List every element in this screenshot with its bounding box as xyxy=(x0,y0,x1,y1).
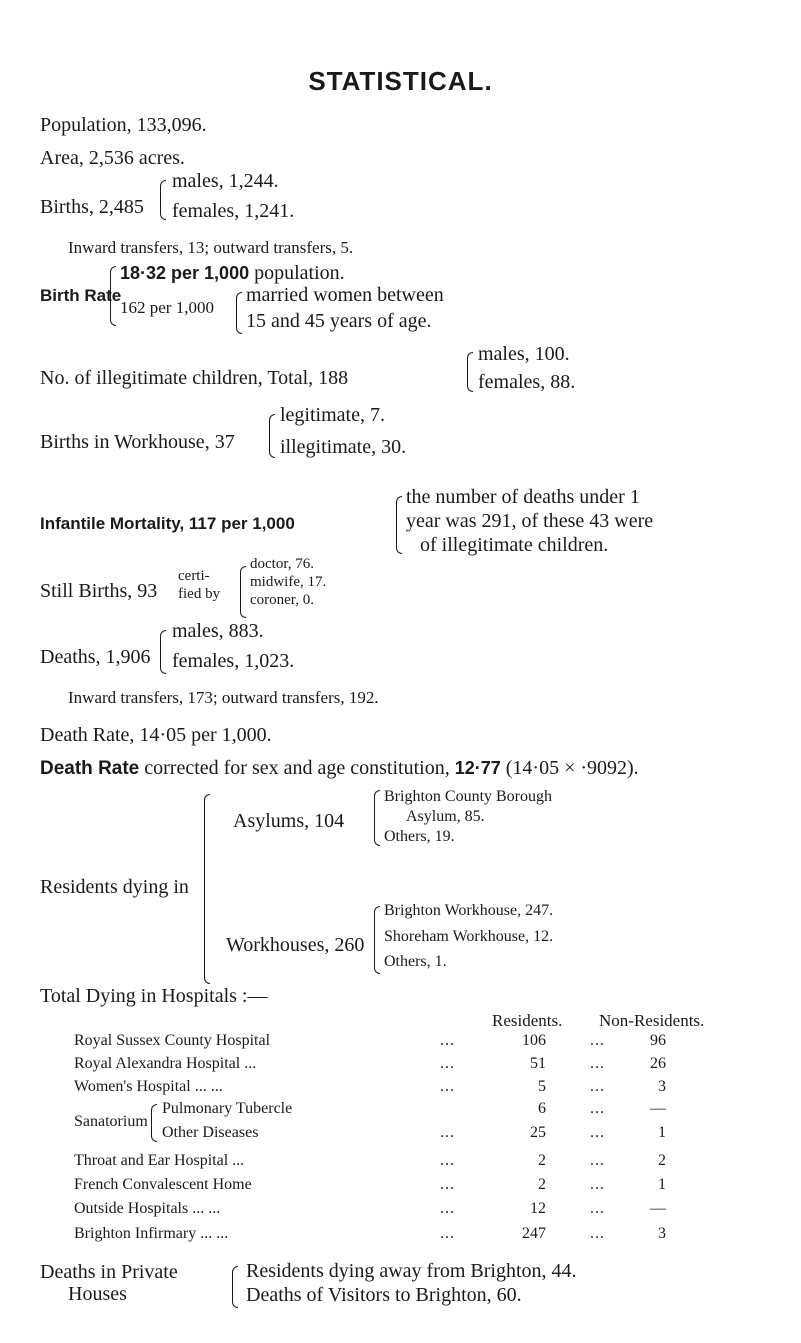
hospital-name: Throat and Ear Hospital ... xyxy=(74,1152,245,1169)
row-dots: ... xyxy=(590,1152,605,1169)
hospitals-heading: Total Dying in Hospitals :— xyxy=(40,985,268,1007)
row-dots: ... xyxy=(590,1200,605,1217)
birth-rate-population: population. xyxy=(254,262,345,284)
nonresidents-count: 1 xyxy=(658,1176,666,1193)
birth-rate-married-a: married women between xyxy=(246,284,444,306)
births-transfers: Inward transfers, 13; outward transfers, 5. xyxy=(68,238,354,257)
nonresidents-count: 3 xyxy=(658,1078,666,1095)
illegitimate-brace xyxy=(467,352,473,392)
still-births-label: Still Births, 93 xyxy=(40,580,158,602)
death-rate-corrected-label: Death Rate xyxy=(40,758,140,779)
residents-count: 6 xyxy=(538,1100,546,1117)
infantile-label: Infantile Mortality, 117 per 1,000 xyxy=(40,514,295,533)
deaths-females: females, 1,023. xyxy=(172,650,295,672)
asylum-item-1: Brighton County Borough xyxy=(384,788,553,805)
col-residents-header: Residents. xyxy=(492,1011,563,1030)
death-rate-corrected-value: 12·77 xyxy=(454,758,501,778)
workhouse-births-brace xyxy=(269,414,275,458)
residents-count: 247 xyxy=(522,1225,546,1242)
row-dots: ... xyxy=(590,1176,605,1193)
workhouse-births-legitimate: legitimate, 7. xyxy=(280,404,385,426)
workhouses-brace xyxy=(374,906,380,974)
row-dots: ... xyxy=(440,1200,455,1217)
hospital-name: French Convalescent Home xyxy=(74,1176,252,1193)
residents-count: 106 xyxy=(522,1032,546,1049)
residents-label: Residents dying in xyxy=(40,876,189,898)
infantile-brace xyxy=(396,496,402,554)
sanatorium-brace xyxy=(151,1104,157,1142)
row-dots: ... xyxy=(590,1225,605,1242)
deaths-label: Deaths, 1,906 xyxy=(40,646,151,668)
row-dots: ... xyxy=(590,1078,605,1095)
birth-rate-married-b: 15 and 45 years of age. xyxy=(246,310,432,332)
infantile-line1: the number of deaths under 1 xyxy=(406,486,640,508)
row-dots: ... xyxy=(440,1176,455,1193)
residents-count: 2 xyxy=(538,1176,546,1193)
residents-count: 5 xyxy=(538,1078,546,1095)
still-births-coroner: coroner, 0. xyxy=(250,592,314,608)
private-label-b: Houses xyxy=(68,1283,127,1305)
row-dots: ... xyxy=(440,1124,455,1141)
hospital-name: Brighton Infirmary ... ... xyxy=(74,1225,229,1242)
illegitimate-label: No. of illegitimate children, Total, 188 xyxy=(40,367,349,389)
col-nonresidents-header: Non-Residents. xyxy=(599,1011,705,1030)
still-births-certified-a: certi- xyxy=(178,568,210,584)
deaths-transfers: Inward transfers, 173; outward transfers, 192. xyxy=(68,688,379,707)
birth-rate-married-brace xyxy=(236,292,242,334)
row-dots: ... xyxy=(440,1225,455,1242)
still-births-certified-b: fied by xyxy=(178,586,221,602)
nonresidents-count: 1 xyxy=(658,1124,666,1141)
residents-count: 12 xyxy=(530,1200,546,1217)
deaths-brace xyxy=(160,630,166,674)
residents-asylums: Asylums, 104 xyxy=(233,810,345,832)
still-births-midwife: midwife, 17. xyxy=(250,574,327,590)
infantile-line2: year was 291, of these 43 were xyxy=(406,510,654,532)
residents-count: 2 xyxy=(538,1152,546,1169)
private-brace xyxy=(232,1266,238,1308)
deaths-males: males, 883. xyxy=(172,620,264,642)
row-dots: ... xyxy=(590,1100,605,1117)
workhouse-births-label: Births in Workhouse, 37 xyxy=(40,431,235,453)
asylum-item-2: Asylum, 85. xyxy=(406,808,485,825)
workhouse-item-3: Others, 1. xyxy=(384,953,447,970)
death-rate-corrected-text: corrected for sex and age constitution, xyxy=(144,757,450,779)
private-line2: Deaths of Visitors to Brighton, 60. xyxy=(246,1284,522,1306)
illegitimate-males: males, 100. xyxy=(478,343,570,365)
row-dots: ... xyxy=(440,1152,455,1169)
still-births-doctor: doctor, 76. xyxy=(250,556,314,572)
row-dots: ... xyxy=(590,1055,605,1072)
births-label: Births, 2,485 xyxy=(40,196,144,218)
hospital-name: Pulmonary Tubercle xyxy=(162,1100,293,1117)
population-line: Population, 133,096. xyxy=(40,114,207,136)
birth-rate-brace xyxy=(110,266,116,326)
area-line: Area, 2,536 acres. xyxy=(40,147,185,169)
private-label-a: Deaths in Private xyxy=(40,1261,178,1283)
row-dots: ... xyxy=(590,1032,605,1049)
row-dots: ... xyxy=(590,1124,605,1141)
death-rate-line: Death Rate, 14·05 per 1,000. xyxy=(40,724,272,746)
nonresidents-count: 96 xyxy=(650,1032,666,1049)
birth-rate-label: Birth Rate xyxy=(40,286,122,305)
hospital-name: Outside Hospitals ... ... xyxy=(74,1200,221,1217)
residents-brace xyxy=(204,794,210,984)
nonresidents-count: — xyxy=(650,1200,666,1217)
nonresidents-count: — xyxy=(650,1100,666,1117)
births-brace xyxy=(160,180,166,220)
asylum-item-3: Others, 19. xyxy=(384,828,455,845)
births-females: females, 1,241. xyxy=(172,200,295,222)
nonresidents-count: 26 xyxy=(650,1055,666,1072)
infantile-line3: of illegitimate children. xyxy=(420,534,609,556)
nonresidents-count: 2 xyxy=(658,1152,666,1169)
birth-rate-married-prefix: 162 per 1,000 xyxy=(120,298,214,317)
residents-count: 25 xyxy=(530,1124,546,1141)
private-line1: Residents dying away from Brighton, 44. xyxy=(246,1260,577,1282)
row-dots: ... xyxy=(440,1055,455,1072)
asylums-brace xyxy=(374,790,380,846)
row-dots: ... xyxy=(440,1078,455,1095)
residents-count: 51 xyxy=(530,1055,546,1072)
hospital-name: Royal Sussex County Hospital xyxy=(74,1032,271,1049)
births-males: males, 1,244. xyxy=(172,170,279,192)
sanatorium-label: Sanatorium xyxy=(74,1113,148,1130)
workhouse-item-2: Shoreham Workhouse, 12. xyxy=(384,928,554,945)
residents-workhouses: Workhouses, 260 xyxy=(226,934,365,956)
workhouse-item-1: Brighton Workhouse, 247. xyxy=(384,902,554,919)
hospital-name: Royal Alexandra Hospital ... xyxy=(74,1055,257,1072)
death-rate-corrected-calc: (14·05 × ·9092). xyxy=(505,757,639,779)
birth-rate-value: 18·32 per 1,000 xyxy=(120,263,250,283)
illegitimate-females: females, 88. xyxy=(478,371,576,393)
hospital-name: Other Diseases xyxy=(162,1124,259,1141)
page-title: STATISTICAL. xyxy=(308,66,493,96)
hospital-name: Women's Hospital ... ... xyxy=(74,1078,223,1095)
row-dots: ... xyxy=(440,1032,455,1049)
workhouse-births-illegitimate: illegitimate, 30. xyxy=(280,436,407,458)
nonresidents-count: 3 xyxy=(658,1225,666,1242)
still-births-brace xyxy=(240,566,246,618)
